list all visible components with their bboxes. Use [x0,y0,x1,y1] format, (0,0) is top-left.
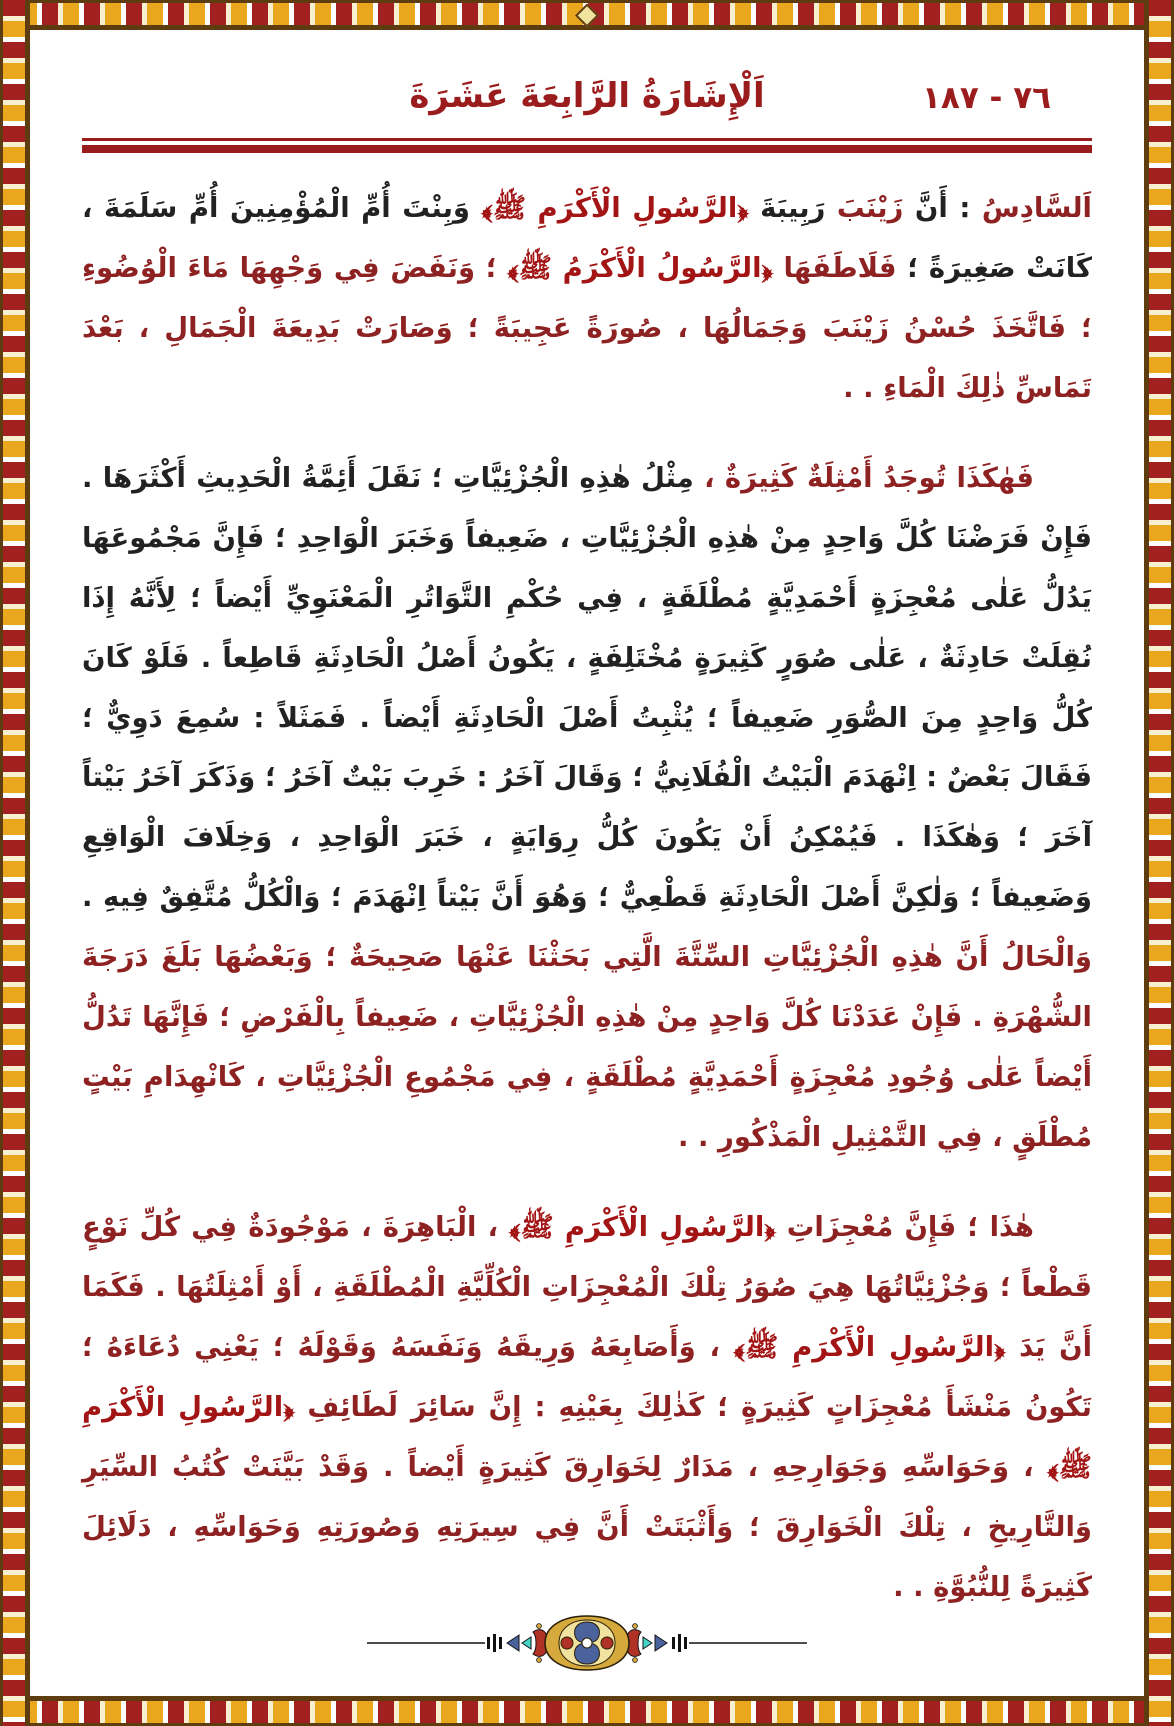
text-segment: ؛ وَنَفَضَ فِي وَجْهِهَا مَاءَ الْوُضُوءِ ؛ فَاتَّخَذَ حُسْنُ زَيْنَبَ وَجَمَالُهَا ، صُورَةً عَجِيبَةً ؛ وَصَارَتْ بَدِيعَةَ الْجَمَالِ ، بَعْدَ تَمَاسِّ ذٰلِكَ الْمَاءِ . . [82,251,1092,404]
text-body [82,179,1092,1618]
page-numbers: ٧٦ - ١٨٧ [922,80,1052,116]
text-segment: ، وَأَصَابِعَهُ وَرِيقَهُ وَنَفَسَهُ وَقَوْلَهُ ؛ يَعْنِي دُعَاءَهُ ؛ تَكُونُ مَنْشَأَ مُعْجِزَاتٍ كَثِيرَةٍ ؛ كَذٰلِكَ بِعَيْنِهِ : إِنَّ سَائِرَ لَطَائِفِ [82,1330,1092,1423]
prophet-name-phrase: ﴿الرَّسُولِ الْأَكْرَمِ ﷺ﴾ [481,192,749,224]
text-segment: رَبِيبَةَ [748,192,826,224]
text-segment: زَيْنَبَ [825,192,904,224]
text-segment: اَلسَّادِسُ [981,192,1092,224]
text-segment: ، الْبَاهِرَةَ ، مَوْجُودَةٌ فِي كُلِّ نَوْعٍ قَطْعاً ؛ وَجُزْئِيَّاتُهَا هِيَ صُوَرُ تِلْكَ الْمُعْجِزَاتِ الْكُلِّيَّةِ الْمُطْلَقَةِ ، أَوْ أَمْثِلَتُهَا . فَكَمَا أَنَّ يَدَ [82,1211,1092,1363]
text-segment: فَلَاطَفَهَا [772,251,897,284]
prophet-name-phrase: ﴿الرَّسُولِ الْأَكْرَمِ ﷺ﴾ [733,1330,1006,1363]
text-segment: هٰذَا ؛ فَإِنَّ مُعْجِزَاتِ [775,1211,1034,1243]
text-segment: ، وَحَوَاسِّهِ وَجَوَارِحِهِ ، مَدَارٌ لِخَوَارِقَ كَثِيرَةٍ أَيْضاً . وَقَدْ بَيَّنَتْ كُتُبُ السِّيَرِ وَالتَّارِيخِ ، تِلْكَ الْخَوَارِقَ ؛ وَأَثْبَتَتْ أَنَّ فِي سِيرَتِهِ وَصُورَتِهِ وَحَوَاسِّهِ ، دَلَائِلَ كَثِيرَةً لِلنُّبُوَّةِ . . [82,1450,1092,1603]
ornament-central-medallion [545,1616,629,1670]
prophet-name-phrase: ﴿الرَّسُولُ الْأَكْرَمُ ﷺ﴾ [507,251,773,284]
rule-thick-line [82,145,1092,153]
border-top-ornament [0,0,1174,30]
header-divider-rule [82,138,1092,153]
paragraph [82,179,1092,419]
border-bottom-ornament [0,1696,1174,1726]
prophet-name-phrase: ﴿الرَّسُولِ الْأَكْرَمِ ﷺ﴾ [509,1211,776,1243]
text-segment: وَالْحَالُ أَنَّ هٰذِهِ الْجُزْئِيَّاتِ السِّتَّةَ الَّتِي بَحَثْنَا عَنْهَا صَحِيحَةٌ ؛ وَبَعْضُهَا بَلَغَ دَرَجَةَ الشُّهْرَةِ . فَإِنْ عَدَدْنَا كُلَّ وَاحِدٍ مِنْ هٰذِهِ الْجُزْئِيَّاتِ ، ضَعِيفاً بِالْفَرْضِ ؛ فَإِنَّهَا تَدُلُّ أَيْضاً عَلٰى وُجُودِ مُعْجِزَةٍ أَحْمَدِيَّةٍ مُطْلَقَةٍ ، فِي مَجْمُوعِ الْجُزْئِيَّاتِ ، كَانْهِدَامِ بَيْتٍ مُطْلَقٍ ، فِي التَّمْثِيلِ الْمَذْكُورِ . . [82,941,1092,1154]
page-content [30,30,1144,1696]
border-left-ornament [0,0,30,1726]
paragraph [82,449,1092,1168]
footer-ornament-graphic [367,1612,807,1674]
paragraph [82,1198,1092,1618]
text-segment: : أَنَّ [903,192,982,224]
footer-ornament [0,1612,1174,1674]
page-header [82,76,1092,116]
text-segment: وَبِنْتَ أُمِّ الْمُؤْمِنِينَ أُمِّ سَلَمَةَ ، كَانَتْ صَغِيرَةً ؛ [82,192,1093,284]
ornament-right-motifs [627,1624,687,1663]
ornament-left-motifs [487,1624,547,1663]
border-right-ornament [1144,0,1174,1726]
prophet-name-phrase: ﴿الرَّسُولِ الْأَكْرَمِ ﷺ﴾ [82,1390,1092,1483]
page-title: اَلْإِشَارَةُ الرَّابِعَةَ عَشَرَةَ [409,76,765,116]
text-segment: مِثْلُ هٰذِهِ الْجُزْئِيَّاتِ ؛ نَقَلَ أَئِمَّةُ الْحَدِيثِ أَكْثَرَهَا . فَإِنْ فَرَضْنَا كُلَّ وَاحِدٍ مِنْ هٰذِهِ الْجُزْئِيَّاتِ ، ضَعِيفاً وَخَبَرَ الْوَاحِدِ ؛ فَإِنَّ مَجْمُوعَهَا يَدُلُّ عَلٰى مُعْجِزَةٍ أَحْمَدِيَّةٍ مُطْلَقَةٍ ، فِي حُكْمِ التَّوَاتُرِ الْمَعْنَوِيِّ أَيْضاً ؛ لِأَنَّهُ إِذَا نُقِلَتْ حَادِثَةٌ ، عَلٰى صُوَرٍ كَثِيرَةٍ مُخْتَلِفَةٍ ، يَكُونُ أَصْلُ الْحَادِثَةِ قَاطِعاً . فَلَوْ كَانَ كُلُّ وَاحِدٍ مِنَ الصُّوَرِ ضَعِيفاً ؛ يُثْبِتُ أَصْلَ الْحَادِثَةِ أَيْضاً . فَمَثَلاً : سُمِعَ دَوِيٌّ ؛ فَقَالَ بَعْضٌ : اِنْهَدَمَ الْبَيْتُ الْفُلَانِيُّ ؛ وَقَالَ آخَرُ : خَرِبَ بَيْتٌ آخَرُ ؛ وَذَكَرَ آخَرُ بَيْتاً آخَرَ ؛ وَهٰكَذَا . فَيُمْكِنُ أَنْ يَكُونَ كُلُّ رِوَايَةٍ ، خَبَرَ الْوَاحِدِ ، وَخِلَافَ الْوَاقِعِ وَضَعِيفاً ؛ وَلٰكِنَّ أَصْلَ الْحَادِثَةِ قَطْعِيٌّ ؛ وَهُوَ أَنَّ بَيْتاً اِنْهَدَمَ ؛ وَالْكُلُّ مُتَّفِقٌ فِيهِ . [82,461,1092,914]
text-segment: فَهٰكَذَا تُوجَدُ أَمْثِلَةٌ كَثِيرَةٌ ، [693,461,1034,494]
